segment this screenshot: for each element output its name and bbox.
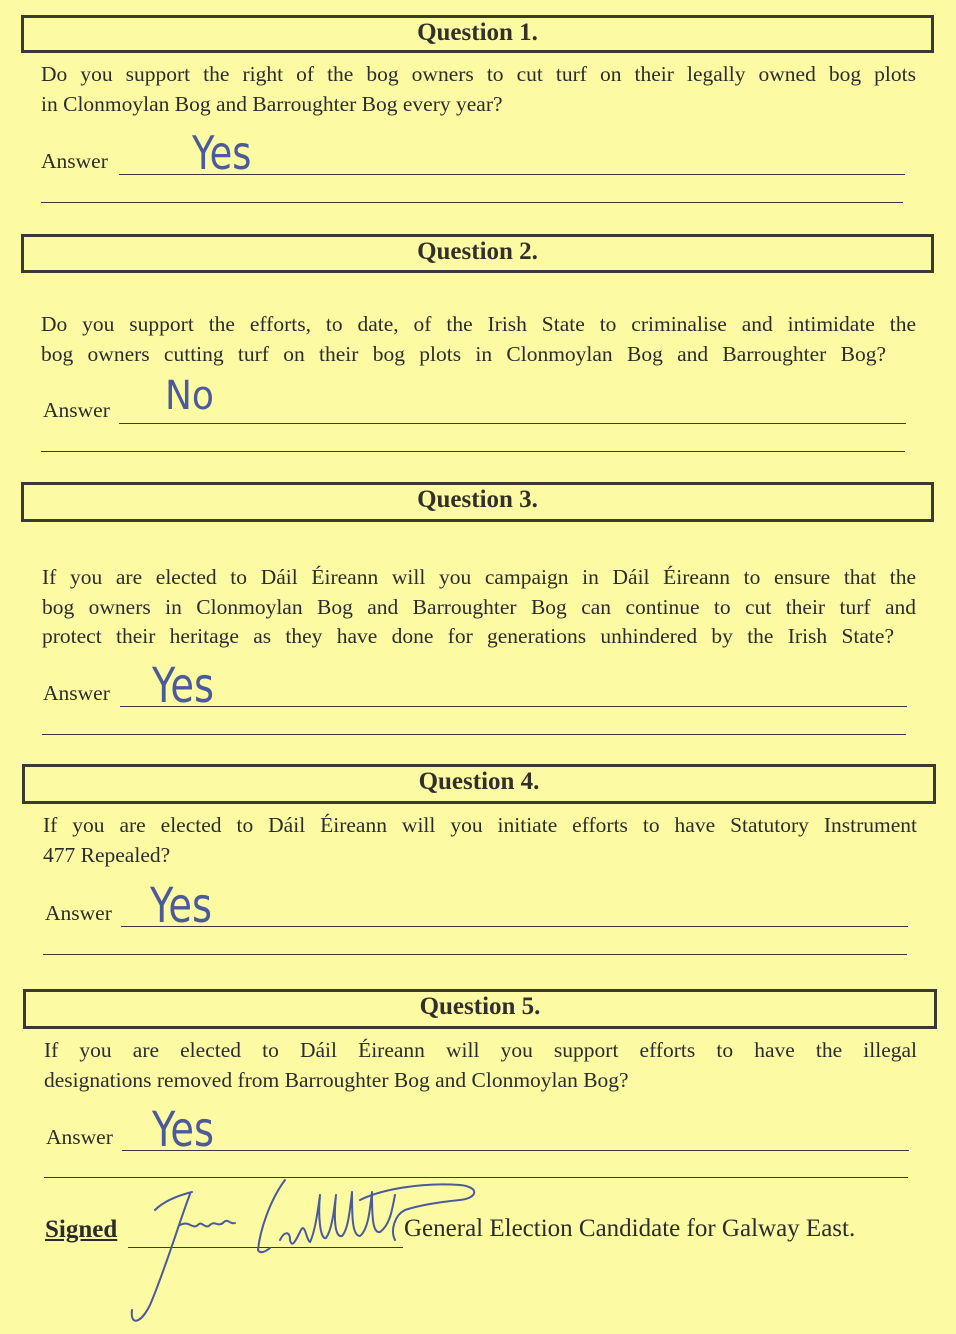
question-1-answer-label: Answer [41, 149, 108, 173]
question-1-text [41, 60, 916, 119]
question-3-line-3: protect their heritage as they have done for generations unhindered by the Irish State? [42, 624, 894, 648]
question-4-extra-line [43, 954, 907, 955]
question-2-header [21, 234, 934, 273]
question-4-header [22, 764, 936, 804]
question-5-answer[interactable]: Yes [152, 1102, 214, 1158]
question-1-line-1: Do you support the right of the bog owners to cut turf on their legally owned bog plots [41, 62, 916, 86]
question-5-line-1: If you are elected to Dáil Éireann will you support efforts to have the illegal [44, 1038, 917, 1062]
question-1-title: Question 1. [417, 19, 538, 46]
question-1-header [21, 15, 934, 53]
question-3-line-1: If you are elected to Dáil Éireann will you campaign in Dáil Éireann to ensure that the [42, 565, 916, 589]
question-4-line-2: 477 Repealed? [43, 842, 171, 867]
question-3-extra-line [42, 734, 906, 735]
question-3-line-2: bog owners in Clonmoylan Bog and Barroughter Bog can continue to cut their turf and [42, 594, 916, 619]
question-4-answer[interactable]: Yes [150, 878, 212, 934]
question-4-line-1: If you are elected to Dáil Éireann will you initiate efforts to have Statutory Instrument [43, 813, 917, 837]
question-4-answer-label: Answer [45, 901, 112, 925]
question-4-text [43, 811, 917, 870]
question-4-title: Question 4. [418, 768, 540, 795]
question-2-answer-label: Answer [43, 398, 110, 422]
question-1-line-2: in Clonmoylan Bog and Barroughter Bog every year? [41, 91, 503, 116]
question-2-answer-line [119, 423, 906, 424]
handwritten-signature[interactable] [120, 1170, 490, 1330]
question-2-answer[interactable]: No [165, 373, 214, 419]
question-5-answer-line [122, 1150, 909, 1151]
question-5-header [23, 989, 937, 1029]
question-2-title: Question 2. [417, 238, 538, 265]
question-2-text [41, 310, 916, 369]
question-3-text [42, 563, 916, 652]
question-3-title: Question 3. [417, 486, 538, 513]
question-5-answer-label: Answer [46, 1125, 113, 1149]
question-1-extra-line [41, 202, 903, 203]
question-3-answer[interactable]: Yes [152, 658, 214, 714]
question-2-line-1: Do you support the efforts, to date, of the Irish State to criminalise and intimidate the [41, 312, 916, 336]
question-1-answer[interactable]: Yes [192, 126, 252, 180]
question-4-answer-line [121, 926, 908, 927]
question-5-title: Question 5. [419, 993, 541, 1020]
question-2-extra-line [41, 451, 905, 452]
question-2-line-2: bog owners cutting turf on their bog plots in Clonmoylan Bog and Barroughter Bog? [41, 341, 886, 366]
question-3-answer-label: Answer [43, 681, 110, 705]
question-3-header [21, 482, 934, 522]
question-5-line-2: designations removed from Barroughter Bog and Clonmoylan Bog? [44, 1067, 629, 1092]
question-3-answer-line [120, 706, 907, 707]
candidate-title: General Election Candidate for Galway East. [404, 1215, 856, 1242]
signed-label: Signed [45, 1216, 118, 1243]
question-5-text [44, 1036, 917, 1095]
